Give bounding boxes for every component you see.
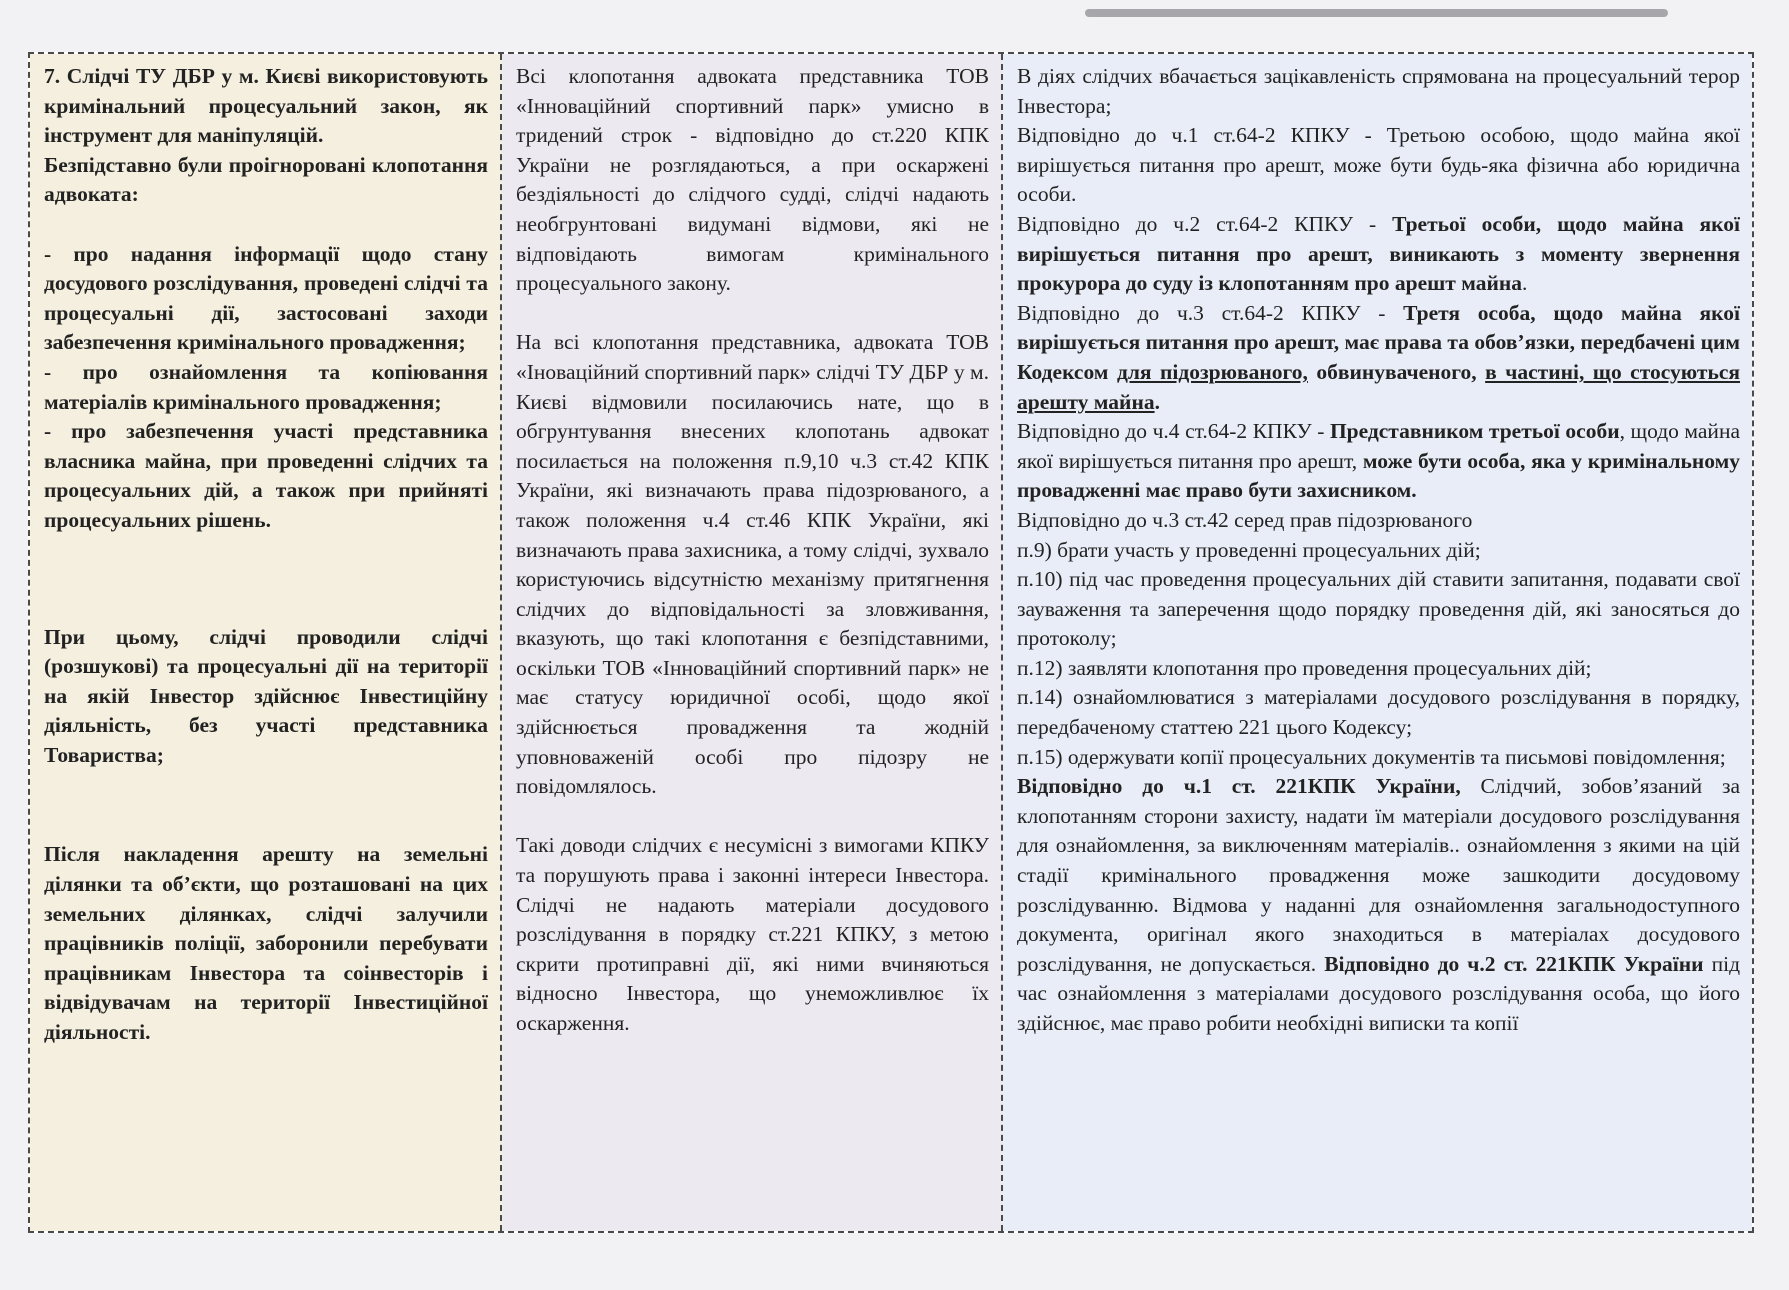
bold-text: може бути особа, яка у кримінальному провадженні має право бути захисником. <box>1017 448 1740 503</box>
paragraph: В діях слідчих вбачається зацікавленість спрямована на процесуальний терор Інвестора; <box>1017 64 1740 118</box>
paragraph: Всі клопотання адвоката представника ТОВ «Інноваційний спортивний парк» умисно в тридений строк - відповідно до ст.220 КПК України не розглядаються, а при оскаржені бездіяльності до слідчого судді, слідчі надають необгрунтовані видумані відмови, які не відповідають вимогам кримінального процесуального закону. <box>516 64 989 296</box>
column-description <box>502 54 1003 1231</box>
column-legal-basis <box>1003 54 1752 1231</box>
bold-text: Відповідно до ч.2 ст. 221КПК України <box>1324 951 1704 976</box>
text-run: Відповідно до ч.4 ст.64-2 КПКУ - <box>1017 419 1330 444</box>
bold-text: Третьої особи, щодо майна якої вирішується питання про арешт, виникають з моменту звернення прокурора до суду із клопотанням про арешт майна <box>1017 211 1740 296</box>
text-run: , щодо майна якої вирішується питання про арешт, <box>1017 419 1740 473</box>
spacer <box>44 770 488 840</box>
spacer <box>44 210 488 240</box>
list-item: п.14) ознайомлюватися з матеріалами досудового розслідування в порядку, передбаченому статтею 221 цього Кодексу; <box>1017 685 1740 740</box>
list-item: п.10) під час проведення процесуальних дій ставити запитання, подавати свої зауваження та заперечення щодо порядку проведення дій, які заносяться до протоколу; <box>1017 567 1740 651</box>
document-table <box>28 52 1754 1233</box>
spacer <box>44 536 488 595</box>
subheading: Безпідставно були проігноровані клопотання адвоката: <box>44 152 488 207</box>
scrollbar[interactable] <box>1085 9 1668 17</box>
paragraph: Відповідно до ч.3 ст.42 серед прав підозрюваного <box>1017 507 1473 532</box>
paragraph <box>1017 299 1740 417</box>
column-violation <box>30 54 502 1231</box>
spacer <box>44 595 488 623</box>
paragraph: Такі доводи слідчих є несумісні з вимогами КПКУ та порушують права і законні інтереси Інвестора. Слідчі не надають матеріали досудового розслідування в порядку ст.221 КПКУ, з метою скрити протиправні дії, які ними вчиняються відносно Інвестора, що унеможливлює їх оскарження. <box>516 833 989 1035</box>
list-item: - про надання інформації щодо стану досудового розслідування, проведені слідчі та процесуальні дії, застосовані заходи забезпечення кримінального провадження; <box>44 241 488 355</box>
underlined-text: для підозрюваного, <box>1116 359 1308 384</box>
text-run: Слідчий, зобов’язаний за клопотанням сторони захисту, надати їм матеріали досудового розслідування для ознайомлення, за виключенням матеріалів.. ознайомлення з якими на цій стадії кримінального провадження може зашкодити досудовому розслідуванню. Відмова у наданні для ознайомлення загальнодоступного документа, оригінал якого знаходиться в матеріалах досудового розслідування, не допускається. <box>1017 774 1741 976</box>
spacer <box>516 299 989 329</box>
paragraph: На всі клопотання представника, адвоката ТОВ «Іноваційний спортивний парк» слідчі ТУ ДБР у м. Києві відмовили посилаючись нате, що в обгрунтування внесених клопотань адвокат посилається на положення п.9,10 ч.3 ст.42 КПК України, які визначають права підозрюваного, а також положення ч.4 ст.46 КПК України, які визначають права захисника, а тому слідчі, зухвало користуючись відсутністю механізму притягнення слідчих до відповідальності за зловживання, вказують, що такі клопотання є безпідставними, оскільки ТОВ «Інноваційний спортивний парк» не має статусу юридичної особі, щодо якої здійснюється провадження та жодній уповноваженій особі про підозру не повідомлялось. <box>516 330 989 799</box>
paragraph: Після накладення арешту на земельні ділянки та об’єкти, що розташовані на цих земельних ділянках, слідчі залучили працівників поліції, заборонили перебувати працівникам Інвестора та соінвесторів і відвідувачам на території Інвестиційної діяльності. <box>44 842 488 1045</box>
list-item: - про ознайомлення та копіювання матеріалів кримінального провадження; <box>44 359 488 414</box>
paragraph <box>1017 772 1740 1038</box>
paragraph: При цьому, слідчі проводили слідчі (розшукові) та процесуальні дії на території на якій Інвестор здійснює Інвестиційну діяльність, без участі представника Товариства; <box>44 624 488 767</box>
paragraph: Відповідно до ч.1 ст.64-2 КПКУ - Третьою особою, щодо майна якої вирішується питання про арешт, може бути будь-яка фізична або юридична особи. <box>1017 123 1740 207</box>
text-run: Відповідно до ч.2 ст.64-2 КПКУ - <box>1017 211 1393 236</box>
text-run: під час ознайомлення з матеріалами досудового розслідування особа, що його здійснює, має право робити необхідні виписки та копії <box>1017 951 1741 1035</box>
paragraph <box>1017 210 1740 299</box>
list-item: п.15) одержувати копії процесуальних документів та письмові повідомлення; <box>1017 744 1726 769</box>
text-run: . <box>1154 389 1160 414</box>
list-item: п.12) заявляти клопотання про проведення процесуальних дій; <box>1017 655 1592 680</box>
bold-text: Відповідно до ч.1 ст. 221КПК України, <box>1017 774 1461 799</box>
underlined-text: в частині, що стосуються арешту майна <box>1017 359 1741 414</box>
list-item: - про забезпечення участі представника власника майна, при проведенні слідчих та процесуальних дій, а також при прийняті процесуальних рішень. <box>44 419 488 532</box>
bold-text: обвинуваченого, <box>1307 359 1486 384</box>
list-item: п.9) брати участь у проведенні процесуальних дій; <box>1017 537 1481 562</box>
section-heading: 7. Слідчі ТУ ДБР у м. Києві використовують кримінальний процесуальний закон, як інструмент для маніпуляцій. <box>44 64 488 148</box>
text-run: . <box>1522 271 1528 296</box>
bold-text: Третя особа, щодо майна якої вирішується питання про арешт, має права та обов’язки, передбачені цим Кодексом <box>1017 300 1740 384</box>
paragraph <box>1017 417 1740 506</box>
bold-text: Представником третьої особи <box>1329 419 1620 444</box>
text-run: Відповідно до ч.3 ст.64-2 КПКУ - <box>1017 300 1404 325</box>
spacer <box>516 802 989 832</box>
